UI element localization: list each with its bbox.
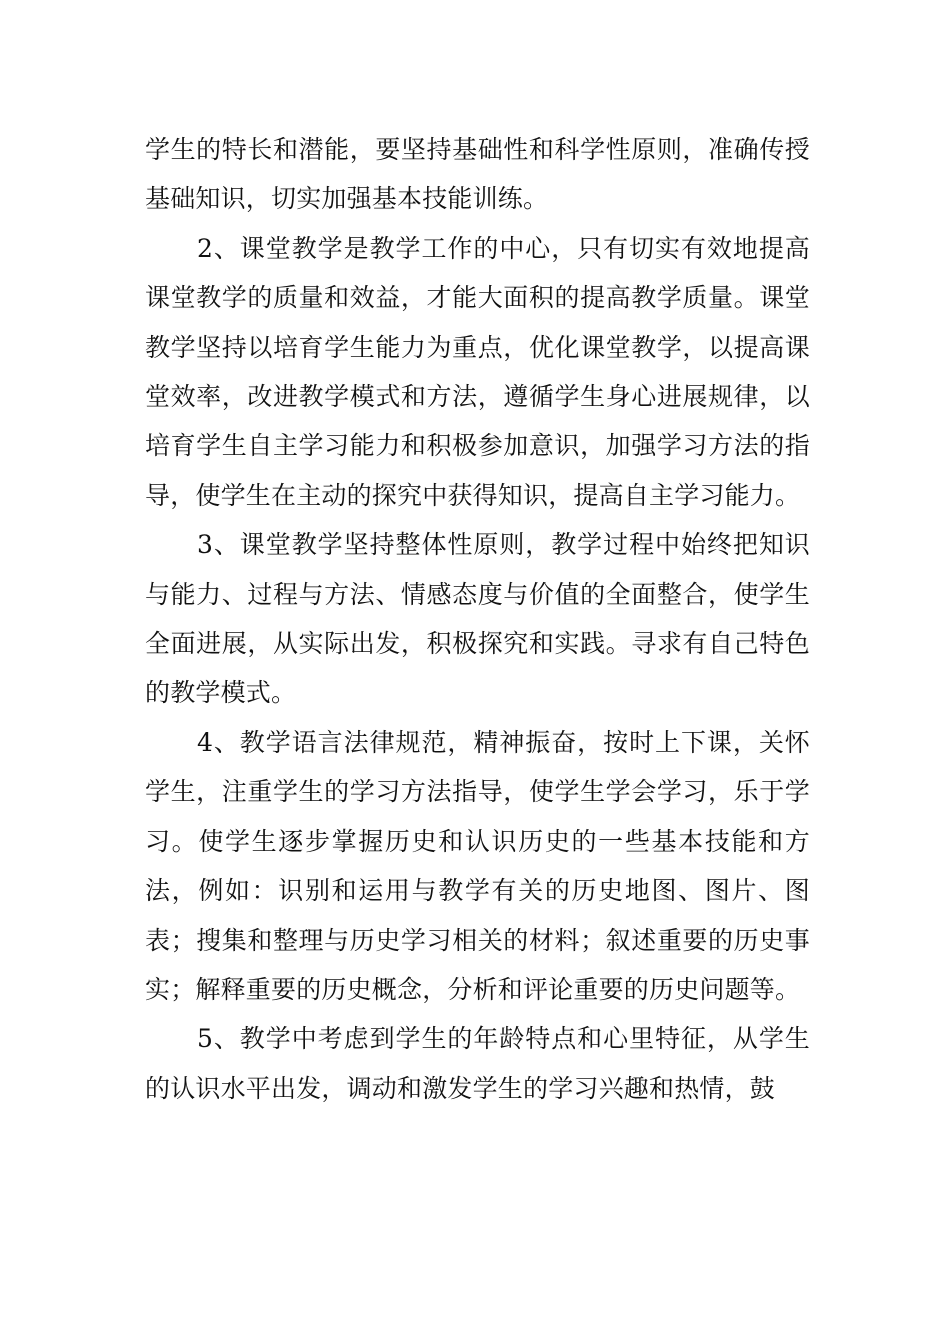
paragraph-item-2: 2、课堂教学是教学工作的中心，只有切实有效地提高课堂教学的质量和效益，才能大面积的提高教学质量。课堂教学坚持以培育学生能力为重点，优化课堂教学，以提高课堂效率，改进教学模式和方法，遵循学生身心进展规律，以培育学生自主学习能力和积极参加意识，加强学习方法的指导，使学生在主动的探究中获得知识，提高自主学习能力。 [145,233,810,510]
paragraph-item-4: 4、教学语言法律规范，精神振奋，按时上下课，关怀学生，注重学生的学习方法指导，使学生学会学习，乐于学习。使学生逐步掌握历史和认识历史的一些基本技能和方法，例如：识别和运用与教学有关的历史地图、图片、图表；搜集和整理与历史学习相关的材料；叙述重要的历史事实；解释重要的历史概念，分析和评论重要的历史问题等。 [145,727,810,1004]
paragraph-item-3: 3、课堂教学坚持整体性原则，教学过程中始终把知识与能力、过程与方法、情感态度与价值的全面整合，使学生全面进展，从实际出发，积极探究和实践。寻求有自己特色的教学模式。 [145,530,810,708]
paragraph-continuation: 学生的特长和潜能，要坚持基础性和科学性原则，准确传授基础知识，切实加强基本技能训练。 [145,135,810,214]
paragraph-item-5: 5、教学中考虑到学生的年龄特点和心里特征，从学生的认识水平出发，调动和激发学生的学习兴趣和热情，鼓 [145,1024,810,1103]
document-body [145,125,810,1113]
